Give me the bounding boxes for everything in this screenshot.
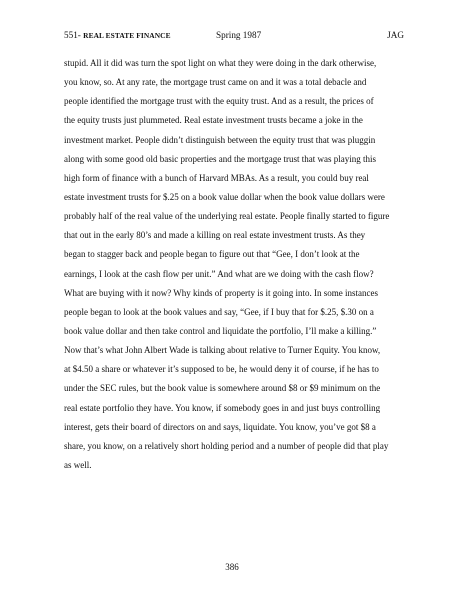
term-label: Spring 1987 <box>216 30 262 40</box>
text-line: people identified the mortgage trust with the equity trust. And as a result, the prices of <box>64 96 374 107</box>
text-line: that out in the early 80’s and made a killing on real estate investment trusts. As they <box>64 230 366 241</box>
text-line: at $4.50 a share or whatever it’s supposed to be, he would deny it of course, if he has to <box>64 364 379 375</box>
page-header <box>64 30 404 44</box>
text-line: estate investment trusts for $.25 on a book value dollar when the book value dollars were <box>64 191 385 202</box>
text-line: began to stagger back and people began to figure out that “Gee, I don’t look at the <box>64 249 360 260</box>
text-line: under the SEC rules, but the book value is somewhere around $8 or $9 minimum on the <box>64 383 381 394</box>
text-line: Now that’s what John Albert Wade is talking about relative to Turner Equity. You know, <box>64 345 381 356</box>
text-line: interest, gets their board of directors on and says, liquidate. You know, you’ve got $8 a <box>64 421 376 432</box>
course-number: 551- <box>64 30 81 40</box>
text-line: real estate portfolio they have. You know, if somebody goes in and just buys controlling <box>64 402 381 413</box>
text-line: you know, so. At any rate, the mortgage trust came on and it was a total debacle and <box>64 77 367 88</box>
text-line: as well. <box>64 459 92 470</box>
course-label <box>64 30 171 40</box>
author-initials: JAG <box>387 30 404 40</box>
text-line: probably half of the real value of the underlying real estate. People finally started to figure <box>64 211 390 222</box>
transcript-body <box>64 57 408 478</box>
text-line: people began to look at the book values and say, “Gee, if I buy that for $.25, $.30 on a <box>64 306 374 317</box>
text-line: high form of finance with a bunch of Harvard MBAs. As a result, you could buy real <box>64 172 369 183</box>
text-line: stupid. All it did was turn the spot light on what they were doing in the dark otherwise, <box>64 58 377 68</box>
page-number: 386 <box>225 562 239 572</box>
text-line: along with some good old basic properties and the mortgage trust that was playing this <box>64 153 376 164</box>
text-line: book value dollar and then take control and liquidate the portfolio, I’ll make a killing.” <box>64 325 377 336</box>
text-line: earnings, I look at the cash flow per unit.” And what are we doing with the cash flow? <box>64 268 374 279</box>
course-title: REAL ESTATE FINANCE <box>83 31 171 40</box>
text-line: share, you know, on a relatively short holding period and a number of people did that play <box>64 440 389 451</box>
text-line: the equity trusts just plummeted. Real estate investment trusts became a joke in the <box>64 115 363 126</box>
text-line: investment market. People didn’t distinguish between the equity trust that was pluggin <box>64 134 376 145</box>
text-line: What are buying with it now? Why kinds of property is it going into. In some instances <box>64 287 379 298</box>
